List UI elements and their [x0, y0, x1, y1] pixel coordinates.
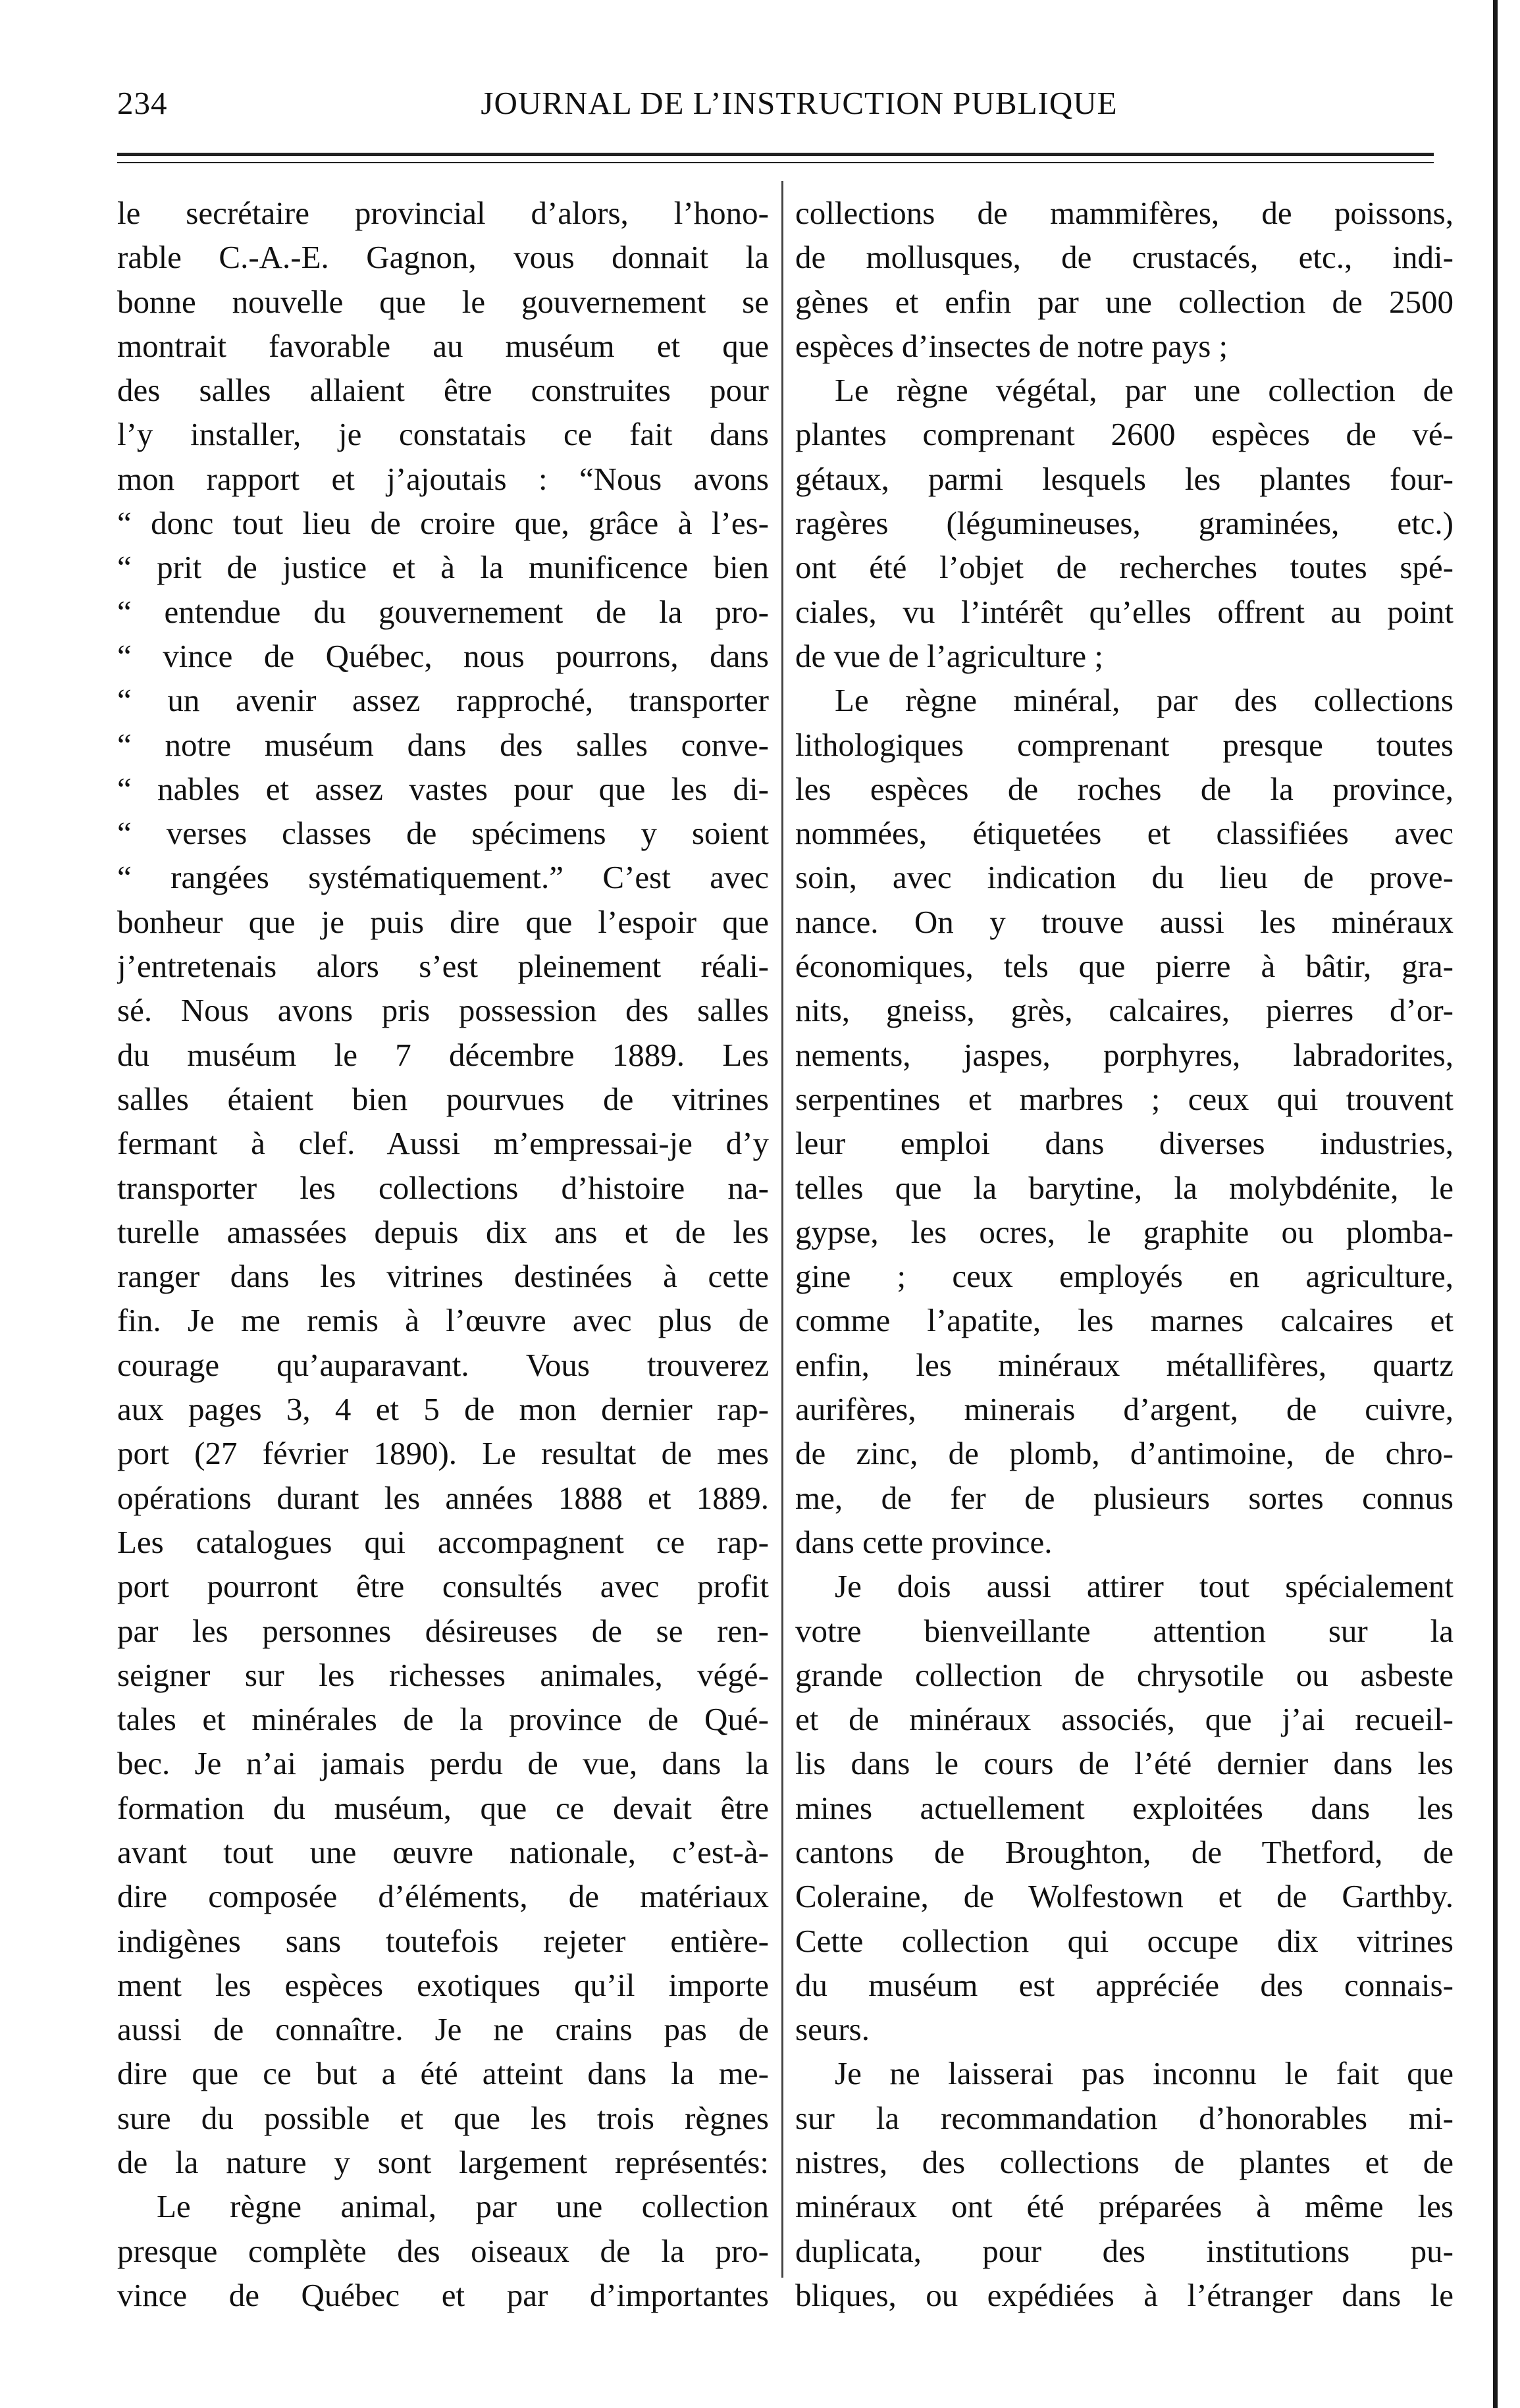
header-rule-thin — [117, 162, 1434, 163]
text-line: bec. Je n’ai jamais perdu de vue, dans la — [117, 1745, 769, 1782]
text-line: seigner sur les richesses animales, végé- — [117, 1656, 769, 1693]
text-line: me, de fer de plusieurs sortes connus — [795, 1479, 1454, 1516]
text-line: j’entretenais alors s’est pleinement réali- — [117, 948, 769, 985]
text-line: aux pages 3, 4 et 5 de mon dernier rap- — [117, 1391, 769, 1428]
text-line: “ donc tout lieu de croire que, grâce à l’es- — [117, 505, 769, 542]
text-line: salles étaient bien pourvues de vitrines — [117, 1080, 769, 1117]
text-line: “ verses classes de spécimens y soient — [117, 815, 769, 852]
text-line: ragères (légumineuses, graminées, etc.) — [795, 505, 1454, 542]
text-line: le secrétaire provincial d’alors, l’hono- — [117, 195, 769, 231]
text-line: de zinc, de plomb, d’antimoine, de chro- — [795, 1435, 1454, 1472]
text-line: turelle amassées depuis dix ans et de les — [117, 1213, 769, 1250]
text-line: ont été l’objet de recherches toutes spé- — [795, 549, 1454, 586]
text-line: sé. Nous avons pris possession des salles — [117, 992, 769, 1029]
text-line: de mollusques, de crustacés, etc., indi- — [795, 239, 1454, 276]
page-edge — [1493, 0, 1498, 2408]
text-line: rable C.-A.-E. Gagnon, vous donnait la — [117, 239, 769, 276]
text-line: montrait favorable au muséum et que — [117, 327, 769, 364]
text-line: Le règne animal, par une collection — [157, 2188, 769, 2225]
text-line: votre bienveillante attention sur la — [795, 1612, 1454, 1649]
text-line: lis dans le cours de l’été dernier dans les — [795, 1745, 1454, 1782]
text-line: l’y installer, je constatais ce fait dans — [117, 416, 769, 453]
text-line: plantes comprenant 2600 espèces de vé- — [795, 416, 1454, 453]
text-line: “ notre muséum dans des salles conve- — [117, 726, 769, 763]
text-line: Je dois aussi attirer tout spécialement — [835, 1568, 1454, 1605]
text-line: tales et minérales de la province de Qué- — [117, 1701, 769, 1738]
text-line: “ entendue du gouvernement de la pro- — [117, 593, 769, 630]
text-line: soin, avec indication du lieu de prove- — [795, 859, 1454, 896]
text-line: du muséum le 7 décembre 1889. Les — [117, 1036, 769, 1073]
text-line: bonne nouvelle que le gouvernement se — [117, 283, 769, 320]
column-divider — [781, 181, 783, 2278]
text-line: Je ne laisserai pas inconnu le fait que — [835, 2055, 1454, 2092]
text-line: bonheur que je puis dire que l’espoir que — [117, 903, 769, 940]
text-line: opérations durant les années 1888 et 1889. — [117, 1479, 769, 1516]
text-line: presque complète des oiseaux de la pro- — [117, 2232, 769, 2269]
text-line: mon rapport et j’ajoutais : “Nous avons — [117, 460, 769, 497]
text-line: sur la recommandation d’honorables mi- — [795, 2099, 1454, 2136]
text-line: collections de mammifères, de poissons, — [795, 195, 1454, 231]
text-line: mines actuellement exploitées dans les — [795, 1789, 1454, 1826]
text-line: Le règne végétal, par une collection de — [835, 372, 1454, 409]
text-line: transporter les collections d’histoire na- — [117, 1169, 769, 1206]
text-line: serpentines et marbres ; ceux qui trouvent — [795, 1080, 1454, 1117]
text-line: seurs. — [795, 2011, 870, 2048]
text-line: et de minéraux associés, que j’ai recueil- — [795, 1701, 1454, 1738]
text-line: “ prit de justice et à la munificence bien — [117, 549, 769, 586]
text-line: nements, jaspes, porphyres, labradorites, — [795, 1036, 1454, 1073]
right-column — [795, 191, 1454, 2317]
text-line: Coleraine, de Wolfestown et de Garthby. — [795, 1878, 1454, 1915]
text-line: gypse, les ocres, le graphite ou plomba- — [795, 1213, 1454, 1250]
text-line: aurifères, minerais d’argent, de cuivre, — [795, 1391, 1454, 1428]
text-line: cantons de Broughton, de Thetford, de — [795, 1833, 1454, 1870]
page-number: 234 — [117, 85, 168, 121]
text-line: nits, gneiss, grès, calcaires, pierres d’or- — [795, 992, 1454, 1029]
text-line: du muséum est appréciée des connais- — [795, 1966, 1454, 2003]
text-line: nistres, des collections de plantes et de — [795, 2144, 1454, 2181]
text-line: duplicata, pour des institutions pu- — [795, 2232, 1454, 2269]
text-line: sure du possible et que les trois règnes — [117, 2099, 769, 2136]
text-line: “ un avenir assez rapproché, transporter — [117, 682, 769, 719]
text-line: bliques, ou expédiées à l’étranger dans le — [795, 2276, 1454, 2313]
text-line: fin. Je me remis à l’œuvre avec plus de — [117, 1302, 769, 1339]
header-rule-thick — [117, 153, 1434, 156]
text-line: économiques, tels que pierre à bâtir, gra- — [795, 948, 1454, 985]
text-line: dans cette province. — [795, 1523, 1053, 1560]
text-line: port (27 février 1890). Le resultat de mes — [117, 1435, 769, 1472]
text-line: comme l’apatite, les marnes calcaires et — [795, 1302, 1454, 1339]
text-line: gine ; ceux employés en agriculture, — [795, 1258, 1454, 1295]
running-title: JOURNAL DE L’INSTRUCTION PUBLIQUE — [481, 85, 1118, 121]
text-line: courage qu’auparavant. Vous trouverez — [117, 1346, 769, 1383]
text-line: indigènes sans toutefois rejeter entière- — [117, 1922, 769, 1959]
text-line: les espèces de roches de la province, — [795, 770, 1454, 807]
text-line: avant tout une œuvre nationale, c’est-à- — [117, 1833, 769, 1870]
text-line: “ nables et assez vastes pour que les di- — [117, 770, 769, 807]
text-line: enfin, les minéraux métallifères, quartz — [795, 1346, 1454, 1383]
text-line: aussi de connaître. Je ne crains pas de — [117, 2011, 769, 2048]
text-line: Le règne minéral, par des collections — [835, 682, 1454, 719]
text-line: fermant à clef. Aussi m’empressai-je d’y — [117, 1125, 769, 1162]
text-line: port pourront être consultés avec profit — [117, 1568, 769, 1605]
text-line: ranger dans les vitrines destinées à cette — [117, 1258, 769, 1295]
text-line: grande collection de chrysotile ou asbeste — [795, 1656, 1454, 1693]
text-line: leur emploi dans diverses industries, — [795, 1125, 1454, 1162]
text-line: de vue de l’agriculture ; — [795, 637, 1104, 674]
text-line: de la nature y sont largement représentés: — [117, 2144, 769, 2181]
text-line: dire que ce but a été atteint dans la me- — [117, 2055, 769, 2092]
text-line: vince de Québec et par d’importantes — [117, 2276, 769, 2313]
text-line: nommées, étiquetées et classifiées avec — [795, 815, 1454, 852]
text-line: ciales, vu l’intérêt qu’elles offrent au point — [795, 593, 1454, 630]
text-line: gènes et enfin par une collection de 2500 — [795, 283, 1454, 320]
text-line: minéraux ont été préparées à même les — [795, 2188, 1454, 2225]
text-line: gétaux, parmi lesquels les plantes four- — [795, 460, 1454, 497]
text-line: lithologiques comprenant presque toutes — [795, 726, 1454, 763]
text-line: espèces d’insectes de notre pays ; — [795, 327, 1228, 364]
text-line: ment les espèces exotiques qu’il importe — [117, 1966, 769, 2003]
text-line: dire composée d’éléments, de matériaux — [117, 1878, 769, 1915]
text-line: Cette collection qui occupe dix vitrines — [795, 1922, 1454, 1959]
text-line: formation du muséum, que ce devait être — [117, 1789, 769, 1826]
text-line: Les catalogues qui accompagnent ce rap- — [117, 1523, 769, 1560]
text-line: “ rangées systématiquement.” C’est avec — [117, 859, 769, 896]
page-header — [117, 84, 1428, 137]
text-line: “ vince de Québec, nous pourrons, dans — [117, 637, 769, 674]
text-line: par les personnes désireuses de se ren- — [117, 1612, 769, 1649]
text-line: nance. On y trouve aussi les minéraux — [795, 903, 1454, 940]
text-line: des salles allaient être construites pour — [117, 372, 769, 409]
left-column — [117, 191, 769, 2317]
text-line: telles que la barytine, la molybdénite, le — [795, 1169, 1454, 1206]
